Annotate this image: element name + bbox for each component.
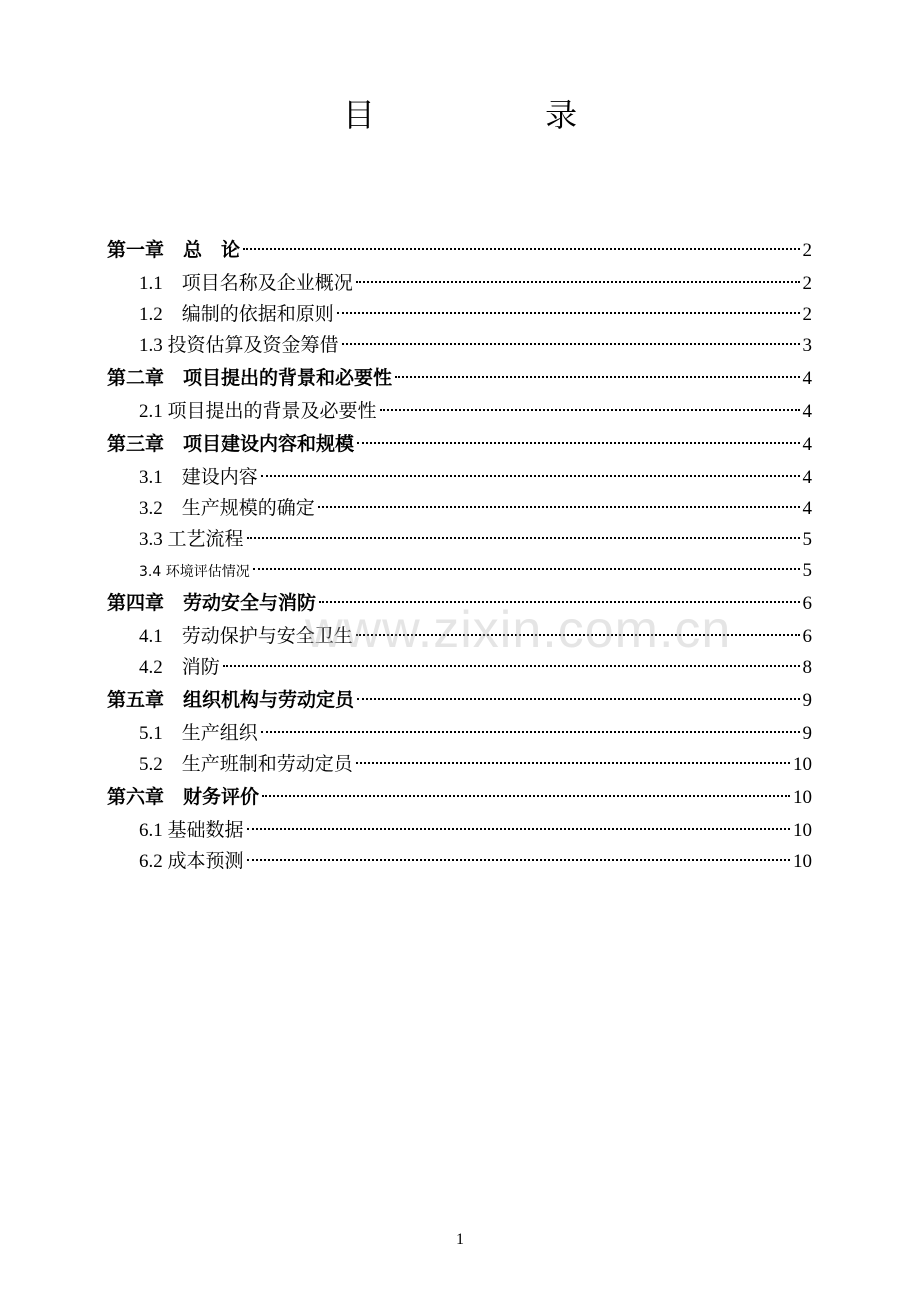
toc-dot-leader	[243, 248, 799, 250]
toc-entry-page: 8	[802, 657, 812, 678]
toc-entry-label: 第五章 组织机构与劳动定员	[107, 689, 355, 711]
toc-section-entry[interactable]	[107, 299, 812, 330]
page-number: 1	[456, 1231, 464, 1248]
toc-entry-label: 1.2 编制的依据和原则	[139, 304, 334, 325]
toc-dot-leader	[261, 475, 800, 477]
toc-entry-page: 4	[802, 368, 812, 389]
toc-chapter-entry[interactable]	[107, 233, 812, 268]
toc-entry-page: 6	[802, 593, 812, 614]
toc-dot-leader	[337, 312, 800, 314]
toc-entry-page: 4	[802, 401, 812, 422]
toc-entry-label: 3.1 建设内容	[139, 467, 258, 488]
toc-section-entry[interactable]	[107, 718, 812, 749]
toc-entry-label: 5.2 生产班制和劳动定员	[139, 754, 353, 775]
watermark: www.zixin.com.cn	[305, 601, 732, 659]
toc-entry-label: 1.1 项目名称及企业概况	[139, 273, 353, 294]
toc-section-entry[interactable]	[107, 462, 812, 493]
toc-entry-page: 2	[802, 240, 812, 261]
document-title: 目 录	[342, 96, 658, 134]
toc-entry-page: 3	[802, 335, 812, 356]
toc-dot-leader	[247, 537, 800, 539]
toc-entry-label: 3.2 生产规模的确定	[139, 498, 315, 519]
toc-section-entry[interactable]	[107, 749, 812, 780]
toc-entry-page: 5	[802, 529, 812, 550]
toc-entry-page: 10	[793, 820, 812, 841]
toc-section-entry[interactable]	[107, 330, 812, 361]
toc-dot-leader	[247, 828, 790, 830]
toc-dot-leader	[261, 731, 800, 733]
toc-dot-leader	[357, 442, 799, 444]
toc-dot-leader	[342, 343, 800, 345]
toc-entry-label: 6.1 基础数据	[139, 820, 244, 841]
toc-chapter-entry[interactable]	[107, 780, 812, 815]
toc-dot-leader	[318, 506, 800, 508]
toc-dot-leader	[247, 859, 790, 861]
toc-dot-leader	[356, 281, 800, 283]
toc-dot-leader	[357, 698, 799, 700]
toc-entry-page: 9	[802, 723, 812, 744]
toc-dot-leader	[262, 795, 790, 797]
table-of-contents	[107, 233, 812, 877]
toc-entry-page: 10	[793, 754, 812, 775]
toc-entry-label: 3.4 环境评估情况	[139, 564, 250, 580]
toc-entry-page: 2	[802, 273, 812, 294]
toc-section-entry[interactable]	[107, 268, 812, 299]
toc-section-entry[interactable]	[107, 396, 812, 427]
toc-entry-page: 5	[802, 560, 812, 581]
toc-entry-label: 第四章 劳动安全与消防	[107, 592, 317, 614]
toc-chapter-entry[interactable]	[107, 361, 812, 396]
toc-section-entry[interactable]	[107, 846, 812, 877]
toc-entry-label: 第一章 总 论	[107, 239, 241, 261]
toc-entry-page: 9	[802, 690, 812, 711]
toc-dot-leader	[253, 568, 800, 570]
toc-entry-page: 10	[793, 851, 812, 872]
toc-entry-page: 6	[802, 626, 812, 647]
toc-entry-label: 第六章 财务评价	[107, 786, 260, 808]
toc-entry-page: 4	[802, 467, 812, 488]
toc-entry-page: 10	[793, 787, 812, 808]
toc-entry-label: 1.3 投资估算及资金筹借	[139, 335, 339, 356]
toc-entry-label: 第三章 项目建设内容和规模	[107, 433, 355, 455]
toc-section-entry[interactable]	[107, 493, 812, 524]
toc-dot-leader	[380, 409, 800, 411]
toc-entry-label: 5.1 生产组织	[139, 723, 258, 744]
toc-entry-label: 3.3 工艺流程	[139, 529, 244, 550]
toc-chapter-entry[interactable]	[107, 683, 812, 718]
toc-section-entry[interactable]	[107, 555, 812, 586]
toc-dot-leader	[356, 762, 790, 764]
toc-entry-label: 4.2 消防	[139, 657, 220, 678]
toc-dot-leader	[395, 376, 799, 378]
toc-dot-leader	[223, 665, 800, 667]
toc-entry-label: 第二章 项目提出的背景和必要性	[107, 367, 393, 389]
toc-entry-label: 4.1 劳动保护与安全卫生	[139, 626, 353, 647]
toc-entry-page: 2	[802, 304, 812, 325]
toc-entry-page: 4	[802, 498, 812, 519]
toc-section-entry[interactable]	[107, 815, 812, 846]
toc-entry-page: 4	[802, 434, 812, 455]
toc-chapter-entry[interactable]	[107, 427, 812, 462]
toc-entry-label: 6.2 成本预测	[139, 851, 244, 872]
toc-entry-label: 2.1 项目提出的背景及必要性	[139, 401, 377, 422]
toc-section-entry[interactable]	[107, 524, 812, 555]
